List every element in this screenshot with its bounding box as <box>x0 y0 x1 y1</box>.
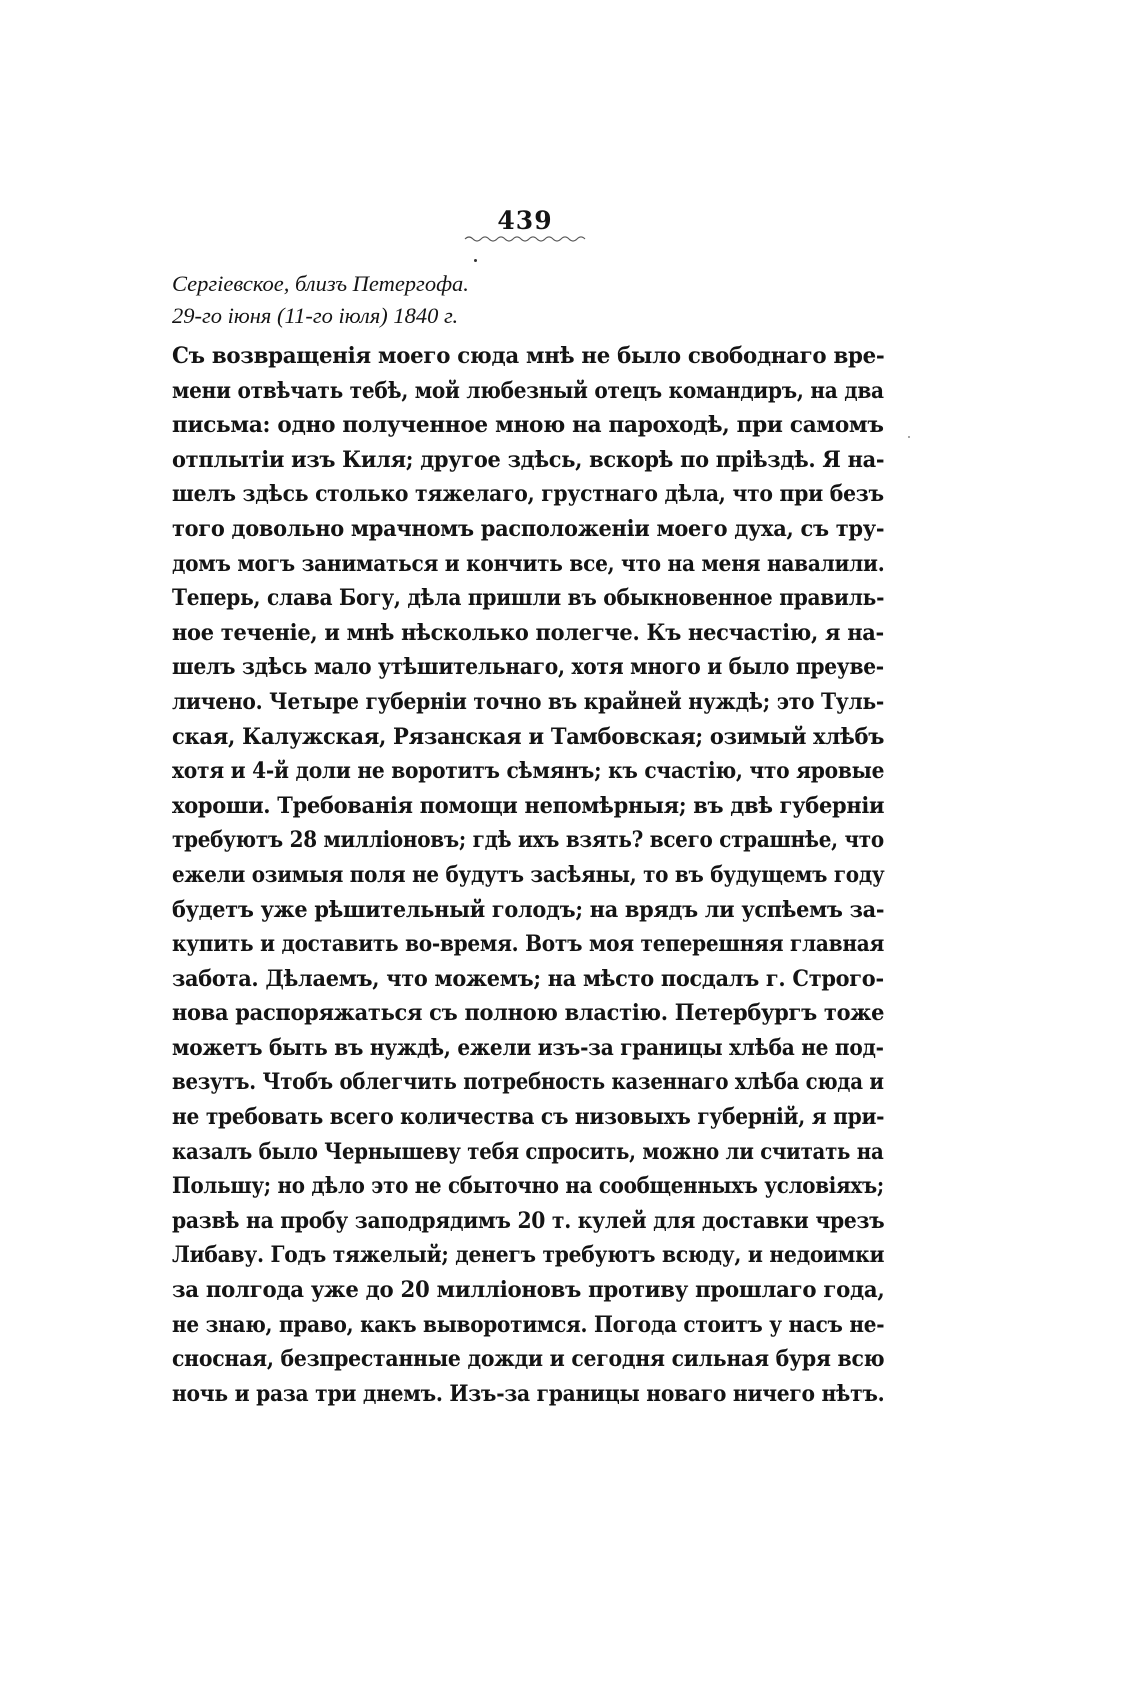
text-line: Польшу; но дѣло это не сбыточно на сообщенныхъ условіяхъ; <box>172 1173 884 1200</box>
text-line: ская, Калужская, Рязанская и Тамбовская; озимый хлѣбъ <box>172 723 885 750</box>
text-line: Либаву. Годъ тяжелый; денегъ требуютъ всюду, и недоимки <box>172 1242 885 1269</box>
stray-ink-dot <box>474 259 477 262</box>
text-line: Теперь, слава Богу, дѣла пришли въ обыкновенное правиль- <box>172 585 885 612</box>
wavy-rule-ornament <box>463 234 588 244</box>
text-line: купить и доставить во-время. Вотъ моя теперешняя главная <box>172 931 885 958</box>
text-line: хороши. Требованія помощи непомѣрныя; въ двѣ губерніи <box>172 792 885 819</box>
dateline-place: Сергіевское, близъ Петергофа. <box>172 271 469 296</box>
stray-ink-dot <box>908 436 910 438</box>
text-line: Съ возвращенія моего сюда мнѣ не было свободнаго вре- <box>172 343 885 369</box>
text-line: письма: одно полученное мною на пароходѣ, при самомъ <box>172 412 884 439</box>
text-line: мени отвѣчать тебѣ, мой любезный отецъ командиръ, на два <box>172 377 884 404</box>
text-line: не знаю, право, какъ выворотимся. Погода стоитъ у насъ не- <box>172 1311 885 1338</box>
text-line: сносная, безпрестанные дожди и сегодня сильная буря всю <box>172 1346 885 1373</box>
text-line: домъ могъ заниматься и кончить все, что на меня навалили. <box>172 550 885 577</box>
text-line: шелъ здѣсь мало утѣшительнаго, хотя много и было преуве- <box>172 654 884 681</box>
text-line: ежели озимыя поля не будутъ засѣяны, то въ будущемъ году <box>172 861 885 888</box>
text-line: будетъ уже рѣшительный голодъ; на врядъ ли успѣемъ за- <box>172 896 885 923</box>
page-number: 439 <box>497 206 553 235</box>
text-line: развѣ на пробу заподрядимъ 20 т. кулей для доставки чрезъ <box>172 1207 885 1234</box>
text-line: требуютъ 28 милліоновъ; гдѣ ихъ взять? всего страшнѣе, что <box>172 827 884 854</box>
text-line: шелъ здѣсь столько тяжелаго, грустнаго дѣла, что при безъ <box>172 481 884 508</box>
text-line: забота. Дѣлаемъ, что можемъ; на мѣсто посдалъ г. Строго- <box>172 965 884 992</box>
text-line: ное теченіе, и мнѣ нѣсколько полегче. Къ несчастію, я на- <box>172 619 884 646</box>
text-line: казалъ было Чернышеву тебя спросить, можно ли считать на <box>172 1138 884 1165</box>
dateline-date: 29-го іюня (11-го іюля) 1840 г. <box>172 303 459 328</box>
letter-body <box>172 339 884 1411</box>
text-line: везутъ. Чтобъ облегчить потребность казеннаго хлѣба сюда и <box>172 1069 884 1096</box>
text-line: личено. Четыре губерніи точно въ крайней нуждѣ; это Туль- <box>172 688 885 715</box>
text-line: нова распоряжаться съ полною властію. Петербургъ тоже <box>172 1000 885 1027</box>
text-line: за полгода уже до 20 милліоновъ противу прошлаго года, <box>172 1277 885 1304</box>
page-header <box>455 208 595 244</box>
text-line: можетъ быть въ нуждѣ, ежели изъ-за границы хлѣба не под- <box>172 1034 884 1061</box>
text-line: ночь и раза три днемъ. Изъ-за границы новаго ничего нѣтъ. <box>172 1380 885 1407</box>
text-line: не требовать всего количества съ низовыхъ губерній, я при- <box>172 1104 885 1131</box>
text-line: того довольно мрачномъ расположеніи моего духа, съ тру- <box>172 515 885 542</box>
letter-dateline <box>172 268 469 332</box>
text-line: хотя и 4-й доли не воротитъ сѣмянъ; къ счастію, что яровые <box>172 758 885 785</box>
text-line: отплытіи изъ Киля; другое здѣсь, вскорѣ по пріѣздѣ. Я на- <box>172 446 885 473</box>
